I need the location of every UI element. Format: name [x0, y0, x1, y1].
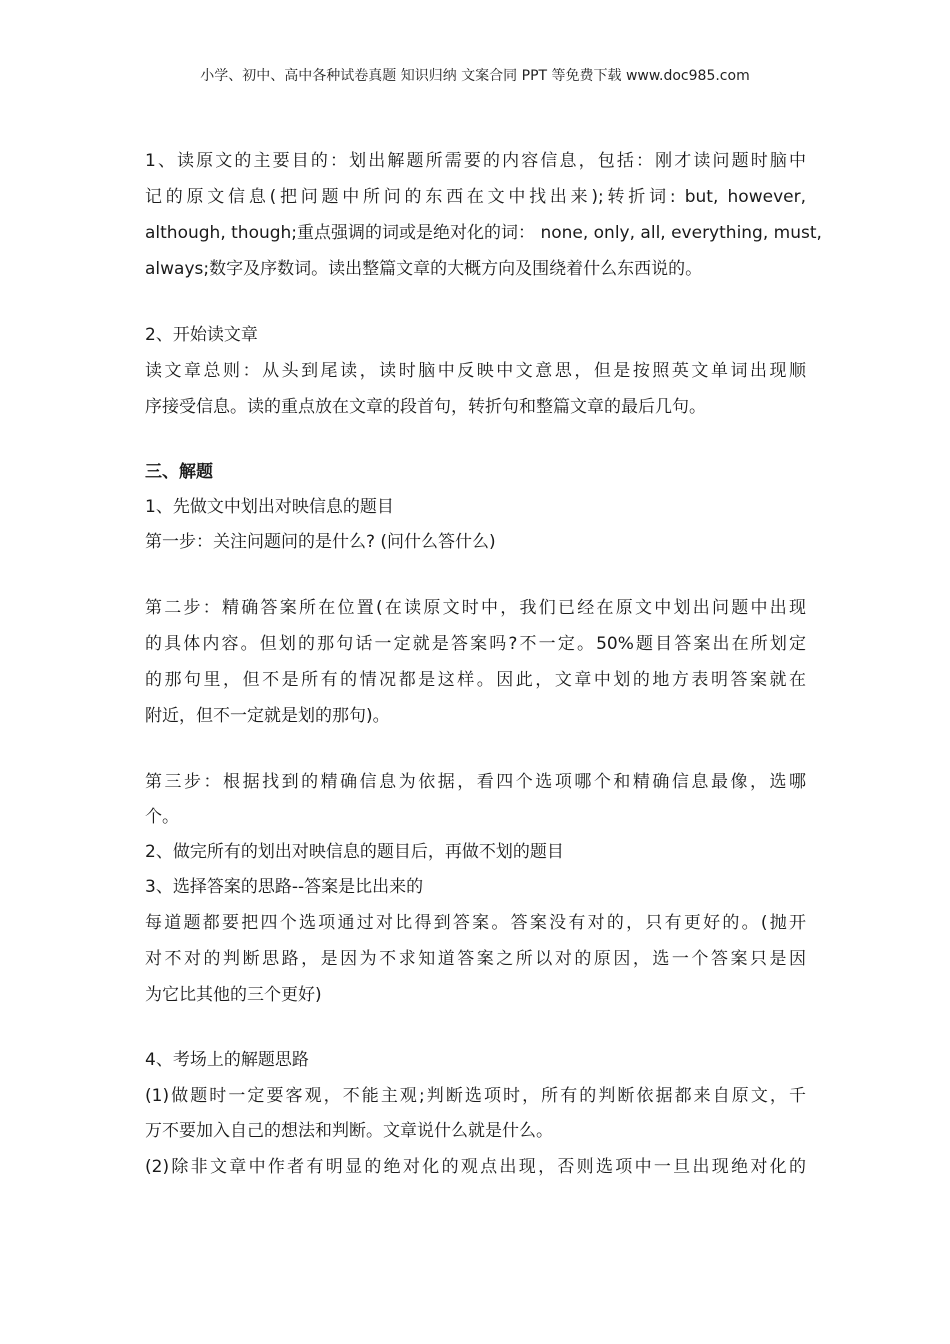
step-line: 第三步：根据找到的精确信息为依据，看四个选项哪个和精确信息最像，选哪 — [145, 772, 806, 792]
paragraph-line: 对不对的判断思路，是因为不求知道答案之所以对的原因，选一个答案只是因 — [145, 949, 806, 969]
paragraph-line: 为它比其他的三个更好) — [145, 985, 322, 1005]
spacer — [145, 425, 806, 455]
section-start-reading — [145, 317, 806, 425]
step-line: 的那句里，但不是所有的情况都是这样。因此，文章中划的地方表明答案就在 — [145, 670, 806, 690]
paragraph-line: 每道题都要把四个选项通过对比得到答案。答案没有对的，只有更好的。(抛开 — [145, 913, 806, 933]
spacer — [145, 1013, 806, 1043]
paragraph-line: always;数字及序数词。读出整篇文章的大概方向及围绕着什么东西说的。 — [145, 259, 703, 279]
item-title: 3、选择答案的思路--答案是比出来的 — [145, 877, 424, 897]
paragraph-line: 记的原文信息(把问题中所问的东西在文中找出来);转折词: but, however, — [145, 187, 806, 207]
step-line: 的具体内容。但划的那句话一定就是答案吗?不一定。50%题目答案出在所划定 — [145, 634, 806, 654]
paragraph-line: (2)除非文章中作者有明显的绝对化的观点出现，否则选项中一旦出现绝对化的 — [145, 1157, 806, 1177]
spacer — [145, 287, 806, 317]
item-title: 1、先做文中划出对映信息的题目 — [145, 497, 394, 517]
section-solving — [145, 455, 806, 1185]
spacer — [145, 560, 806, 590]
step-line: 第一步：关注问题问的是什么? (问什么答什么) — [145, 532, 496, 552]
section-title: 2、开始读文章 — [145, 325, 258, 345]
paragraph-line: although, though;重点强调的词或是绝对化的词： none, only, all, everything, must, — [145, 223, 822, 243]
spacer — [145, 734, 806, 764]
document-body — [145, 143, 822, 1185]
paragraph-line: 读文章总则：从头到尾读，读时脑中反映中文意思，但是按照英文单词出现顺 — [145, 361, 806, 381]
paragraph-line: 1、读原文的主要目的：划出解题所需要的内容信息，包括：刚才读问题时脑中 — [145, 151, 806, 171]
section-reading-purpose — [145, 143, 822, 287]
paragraph-line: 万不要加入自己的想法和判断。文章说什么就是什么。 — [145, 1121, 553, 1141]
paragraph-line: 序接受信息。读的重点放在文章的段首句，转折句和整篇文章的最后几句。 — [145, 397, 706, 417]
item-title: 4、考场上的解题思路 — [145, 1050, 309, 1070]
step-line: 第二步：精确答案所在位置(在读原文时中，我们已经在原文中划出问题中出现 — [145, 598, 806, 618]
page-header: 小学、初中、高中各种试卷真题 知识归纳 文案合同 PPT 等免费下载 www.doc985.com — [200, 68, 750, 84]
step-line: 个。 — [145, 807, 179, 827]
item-title: 2、做完所有的划出对映信息的题目后，再做不划的题目 — [145, 842, 564, 862]
step-line: 附近，但不一定就是划的那句)。 — [145, 706, 390, 726]
section-heading: 三、解题 — [145, 462, 213, 482]
paragraph-line: (1)做题时一定要客观，不能主观;判断选项时，所有的判断依据都来自原文，千 — [145, 1086, 806, 1106]
